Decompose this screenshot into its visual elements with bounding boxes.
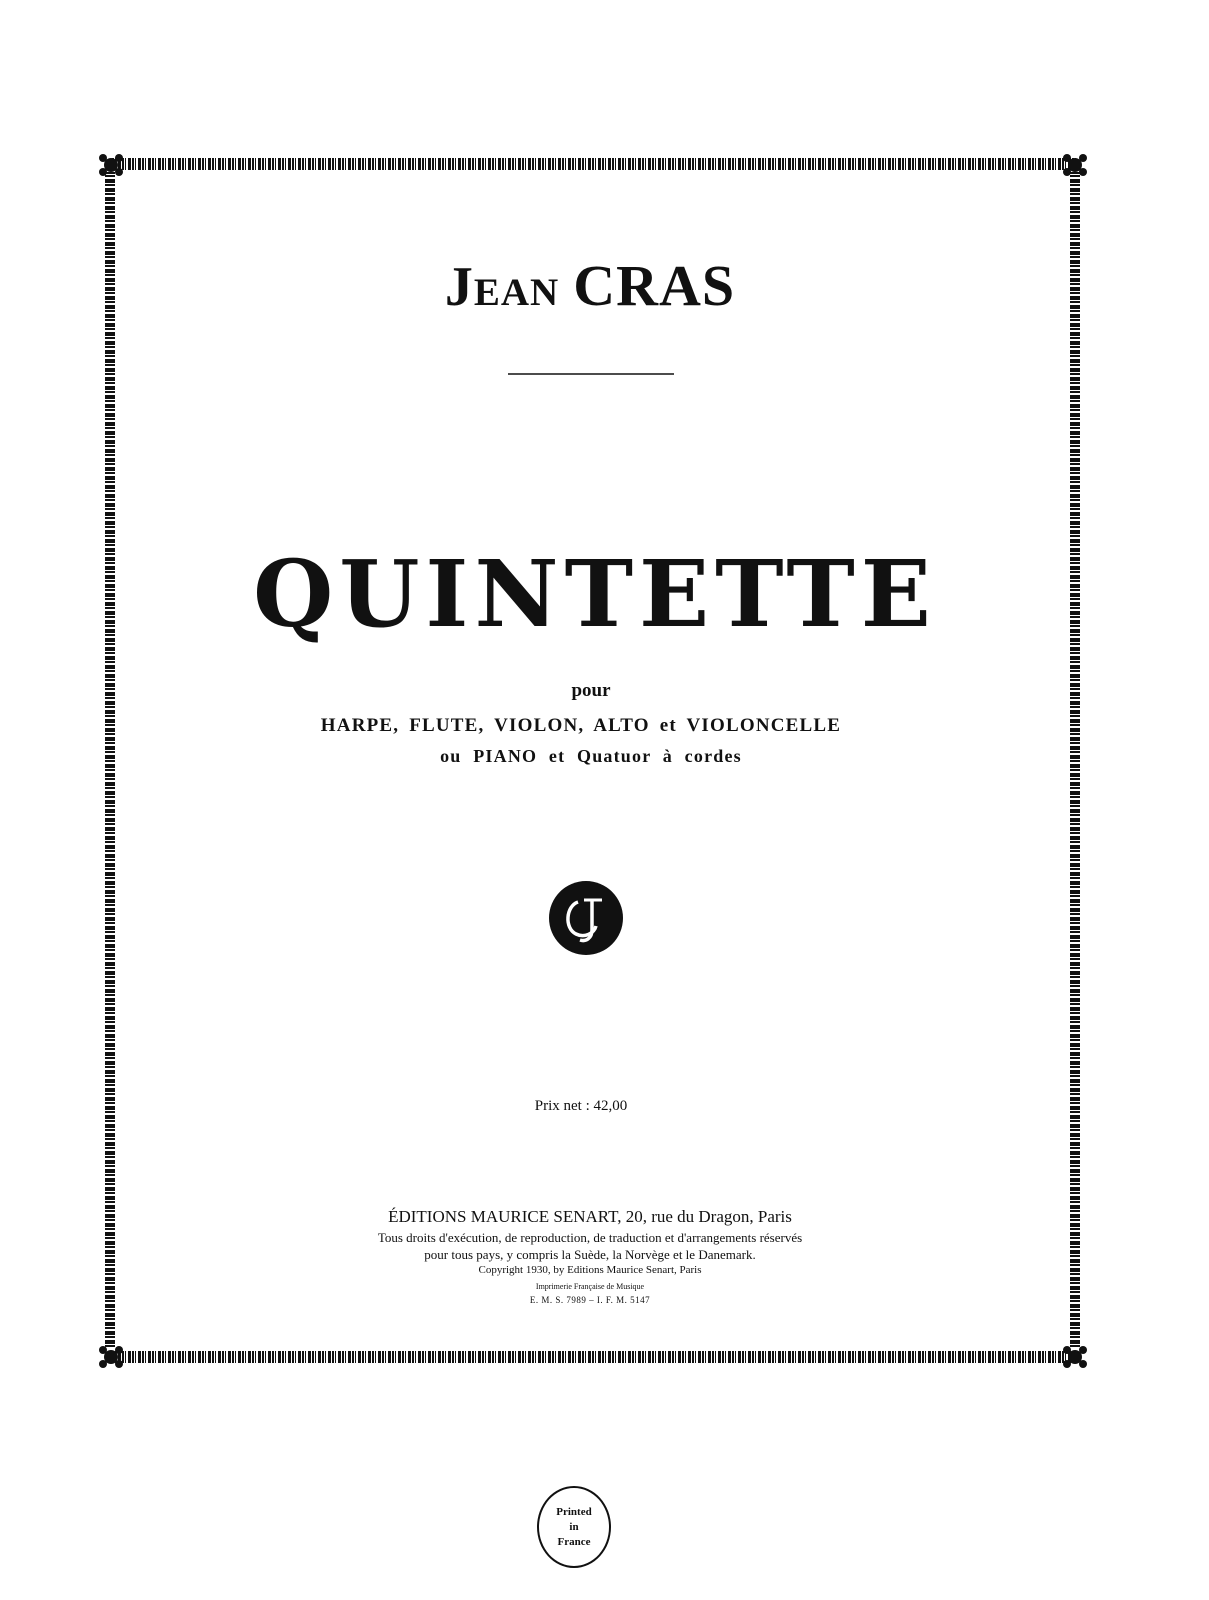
frame-border-top	[112, 158, 1076, 170]
publisher-address: ÉDITIONS MAURICE SENART, 20, rue du Dragon, Paris	[388, 1207, 792, 1226]
corner-ornament-icon	[1060, 1342, 1090, 1372]
printer-name: Imprimerie Française de Musique	[535, 1282, 645, 1291]
printed-in-france-stamp	[537, 1486, 611, 1568]
decorative-rule	[508, 373, 674, 375]
composer-first-name: Jean	[444, 256, 560, 318]
pour-label: pour	[571, 680, 611, 701]
net-price: Prix net : 42,00	[534, 1098, 628, 1114]
instrumentation-line-2: ou PIANO et Quatuor à cordes	[440, 746, 742, 766]
corner-ornament-icon	[96, 1342, 126, 1372]
composer-name	[0, 252, 1180, 319]
frame-border-bottom	[112, 1351, 1076, 1363]
instrumentation-line-1: HARPE, FLUTE, VIOLON, ALTO et VIOLONCELLE	[320, 715, 842, 736]
plate-number: E. M. S. 7989 – I. F. M. 5147	[529, 1295, 651, 1305]
publisher-logo-icon	[548, 880, 624, 956]
stamp-line-1: Printed	[556, 1505, 592, 1518]
copyright-notice: Copyright 1930, by Editions Maurice Senart, Paris	[478, 1264, 702, 1276]
corner-ornament-icon	[1060, 150, 1090, 180]
composer-last-name: CRAS	[573, 253, 736, 318]
rights-line-1: Tous droits d'exécution, de reproduction, de traduction et d'arrangements réservés	[377, 1230, 803, 1245]
rights-notice	[0, 1229, 1180, 1263]
corner-ornament-icon	[96, 150, 126, 180]
work-title: QUINTETTE	[253, 540, 937, 648]
stamp-line-2: in	[569, 1520, 579, 1533]
stamp-line-3: France	[557, 1535, 591, 1548]
rights-line-2: pour tous pays, y compris la Suède, la Norvège et le Danemark.	[424, 1247, 756, 1262]
